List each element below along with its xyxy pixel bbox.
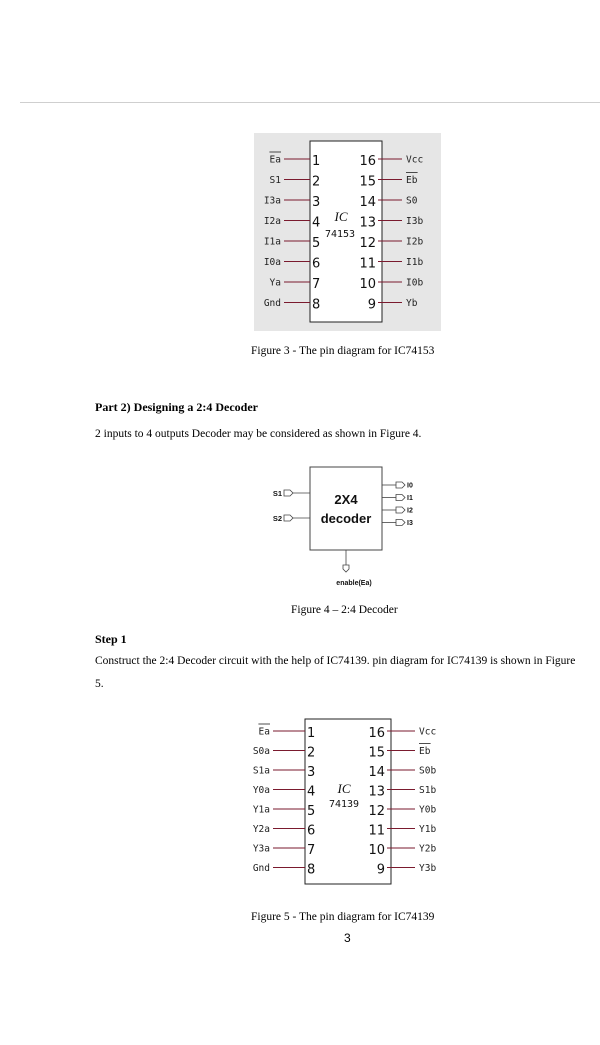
ic74139-pin-label-11: Y1b [419,824,437,835]
ic74153-pin-diagram [254,133,441,331]
header-rule [20,102,600,103]
figure3-caption: Figure 3 - The pin diagram for IC74153 [251,345,435,357]
ic74139-pin-number-10: 10 [368,843,385,858]
ic74139-pin-number-2: 2 [307,745,316,761]
ic74139-pin-number-4: 4 [307,784,316,800]
ic74139-label: IC [337,781,351,796]
ic74153-pin-label-6: I0a [263,257,281,268]
decoder-output-arrow-2 [396,507,405,513]
ic74139-pin-label-14: S0b [419,765,437,777]
ic74139-pin-label-6: Y2a [252,824,270,835]
ic74153-pin-label-2: S1 [269,175,281,186]
ic74139-pin-number-6: 6 [307,823,316,839]
ic74139-pin-label-3: S1a [252,765,270,777]
ic74153-pin-label-12: I2b [406,236,424,248]
ic74139-pin-diagram [243,714,453,889]
ic74139-pin-label-10: Y2b [419,843,437,855]
ic74153-pin-label-9: Yb [406,298,418,309]
ic74139-pin-label-1: Ea [258,726,270,738]
ic74153-pin-number-2: 2 [312,174,321,190]
decoder-output-label-2: I2 [407,507,413,515]
ic74153-label: IC [334,209,348,224]
ic74139-pin-number-5: 5 [307,804,316,819]
ic74139-pin-label-2: S0a [252,746,270,757]
ic74139-pin-label-16: Vcc [419,726,437,738]
ic74139-pin-label-7: Y3a [252,843,270,855]
decoder-input-s2-arrow [284,515,293,521]
decoder-enable-arrow [343,565,349,572]
ic74139-pin-number-12: 12 [368,804,385,819]
decoder-output-label-0: I0 [407,482,413,490]
ic74153-pin-label-16: Vcc [406,154,424,166]
decoder-block-diagram [260,462,430,592]
ic74153-pin-label-10: I0b [406,277,424,289]
decoder-output-arrow-1 [396,495,405,501]
ic74139-pin-label-9: Y3b [419,863,437,874]
ic74139-pin-number-16: 16 [368,726,385,741]
ic74139-pin-label-12: Y0b [419,804,437,816]
ic74139-pin-number-7: 7 [307,843,316,858]
ic74139-pin-number-9: 9 [376,862,385,878]
ic74153-number: 74153 [324,229,356,240]
decoder-input-s1-label: S1 [272,489,282,498]
ic74139-pin-number-14: 14 [368,765,385,780]
part2-paragraph: 2 inputs to 4 outputs Decoder may be considered as shown in Figure 4. [95,428,422,440]
ic74139-pin-label-13: S1b [419,785,437,796]
ic74153-pin-number-14: 14 [359,195,376,210]
ic74153-pin-label-14: S0 [406,195,418,207]
figure5-caption: Figure 5 - The pin diagram for IC74139 [251,911,435,923]
decoder-block-line2: decoder [320,511,372,526]
decoder-output-arrow-3 [396,520,405,526]
ic74153-pin-number-1: 1 [312,154,321,169]
ic74153-pin-number-3: 3 [312,195,321,210]
ic74153-pin-label-4: I2a [263,216,281,227]
figure4-caption: Figure 4 – 2:4 Decoder [291,604,398,616]
ic74153-pin-number-4: 4 [312,215,321,231]
ic74153-pin-number-7: 7 [312,277,321,292]
ic74153-pin-label-3: I3a [263,195,281,207]
ic74153-pin-label-11: I1b [406,257,424,268]
ic74153-pin-number-10: 10 [359,277,376,292]
ic74153-pin-number-16: 16 [359,154,376,169]
decoder-input-s1-arrow [284,490,293,496]
decoder-output-arrow-0 [396,482,405,488]
decoder-input-s2-label: S2 [272,514,282,523]
ic74153-pin-number-6: 6 [312,256,321,272]
ic74139-pin-number-3: 3 [307,765,316,780]
ic74153-pin-label-15: Eb [406,175,418,186]
step1-heading: Step 1 [95,632,127,646]
ic74153-pin-number-9: 9 [367,297,376,313]
ic74153-pin-label-8: Gnd [263,298,281,309]
ic74139-pin-label-15: Eb [419,746,431,757]
decoder-block-line1: 2X4 [334,492,358,507]
ic74139-pin-label-5: Y1a [252,804,270,816]
ic74139-pin-number-13: 13 [368,784,385,800]
part2-heading: Part 2) Designing a 2:4 Decoder [95,400,258,414]
ic74139-pin-number-15: 15 [368,745,385,761]
decoder-output-label-1: I1 [407,495,413,502]
decoder-block [310,467,382,550]
decoder-enable-label: enable(Ea) [336,580,372,587]
ic74139-pin-label-8: Gnd [252,863,270,874]
step1-paragraph: Construct the 2:4 Decoder circuit with the help of IC74139. pin diagram for IC74139 is shown in Figure 5. [95,655,576,690]
ic74153-pin-label-13: I3b [406,216,424,227]
ic74153-pin-number-15: 15 [359,174,376,190]
ic74153-pin-label-7: Ya [269,277,281,289]
ic74139-pin-number-11: 11 [368,823,385,839]
ic74139-pin-label-4: Y0a [252,785,270,796]
ic74153-pin-number-5: 5 [312,236,321,251]
page-number: 3 [344,931,351,945]
ic74153-pin-number-11: 11 [359,256,376,272]
ic74139-pin-number-8: 8 [307,862,316,878]
ic74153-pin-number-12: 12 [359,236,376,251]
ic74139-pin-number-1: 1 [307,726,316,741]
decoder-output-label-3: I3 [407,520,413,527]
ic74153-pin-number-13: 13 [359,215,376,231]
ic74153-pin-number-8: 8 [312,297,321,313]
ic74153-pin-label-5: I1a [263,236,281,248]
ic74139-number: 74139 [328,799,360,810]
ic74153-pin-label-1: Ea [269,154,281,166]
